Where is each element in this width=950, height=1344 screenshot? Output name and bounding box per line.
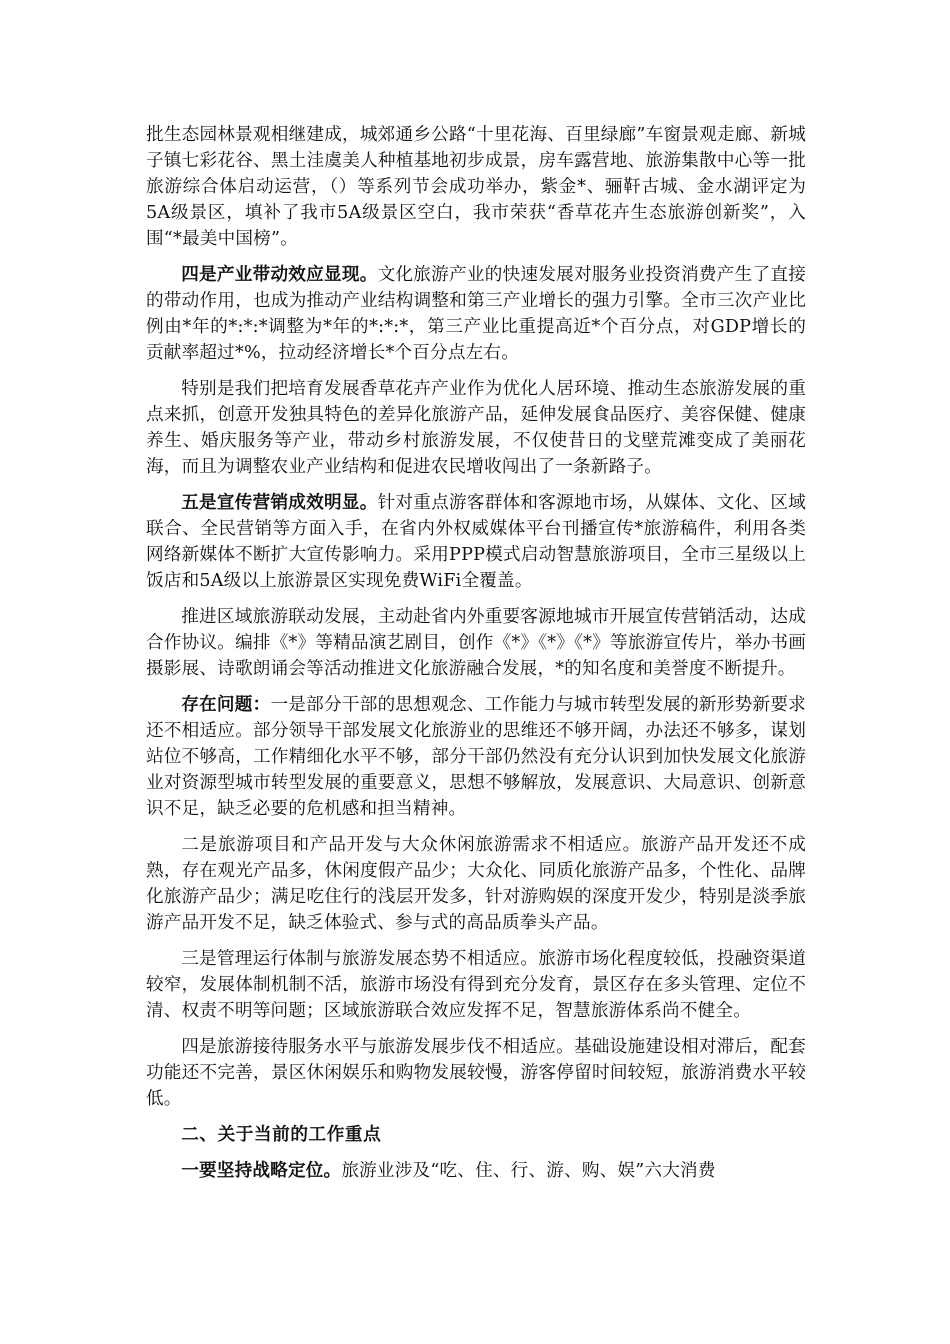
paragraph-lead: 五是宣传营销成效明显。 (181, 492, 378, 513)
paragraph-lead: 存在问题： (181, 694, 271, 715)
paragraph-text: 文化旅游产业的快速发展对服务业投资消费产生了直接的带动作用，也成为推动产业结构调整和第三产业增长的强力引擎。全市三次产业比例由*年的*:*:*调整为*年的*:*:*，第三产业比重提高近*个百分点，对GDP增长的贡献率超过*%，拉动经济增长*个百分点左右。 (146, 265, 806, 363)
paragraph-industry-driving-effect (146, 262, 806, 366)
paragraph-text: 二是旅游项目和产品开发与大众休闲旅游需求不相适应。旅游产品开发还不成熟，存在观光产品多，休闲度假产品少；大众化、同质化旅游产品多，个性化、品牌化旅游产品少；满足吃住行的浅层开发多，针对游购娱的深度开发少，特别是淡季旅游产品开发不足，缺乏体验式、参与式的高品质拳头产品。 (146, 835, 806, 933)
paragraph-text: 批生态园林景观相继建成，城郊通乡公路“十里花海、百里绿廊”车窗景观走廊、新城子镇七彩花谷、黑土洼虞美人种植基地初步成景，房车露营地、旅游集散中心等一批旅游综合体启动运营，（）等系列节会成功举办，紫金*、骊靬古城、金水湖评定为5A级景区，填补了我市5A级景区空白，我市荣获“香草花卉生态旅游创新奖”，入围“*最美中国榜”。 (146, 125, 806, 249)
paragraph-text: 四是旅游接待服务水平与旅游发展步伐不相适应。基础设施建设相对滞后，配套功能还不完善，景区休闲娱乐和购物发展较慢，游客停留时间较短，旅游消费水平较低。 (146, 1037, 806, 1109)
document-body (146, 122, 806, 1194)
paragraph-ecological-landscape (146, 122, 806, 252)
paragraph-text: 一是部分干部的思想观念、工作能力与城市转型发展的新形势新要求还不相适应。部分领导干部发展文化旅游业的思维还不够开阔，办法还不够多，谋划站位不够高，工作精细化水平不够，部分干部仍然没有充分认识到加快发展文化旅游业对资源型城市转型发展的重要意义，思想不够解放，发展意识、大局意识、创新意识不足，缺乏必要的危机感和担当精神。 (146, 695, 806, 819)
section-heading: 二、关于当前的工作重点 (181, 1124, 382, 1145)
paragraph-text: 推进区域旅游联动发展，主动赴省内外重要客源地城市开展宣传营销活动，达成合作协议。编排《*》等精品演艺剧目，创作《*》《*》《*》等旅游宣传片，举办书画摄影展、诗歌朗诵会等活动推进文化旅游融合发展，*的知名度和美誉度不断提升。 (146, 607, 806, 679)
paragraph-problem-service (146, 1034, 806, 1112)
paragraph-text: 针对重点游客群体和客源地市场，从媒体、文化、区域联合、全民营销等方面入手，在省内外权威媒体平台刊播宣传*旅游稿件，利用各类网络新媒体不断扩大宣传影响力。采用PPP模式启动智慧旅游项目，全市三星级以上饭店和5A级以上旅游景区实现免费WiFi全覆盖。 (146, 493, 806, 591)
paragraph-lead: 一要坚持战略定位。 (181, 1160, 342, 1181)
paragraph-marketing-results (146, 490, 806, 594)
paragraph-herb-flower-industry (146, 376, 806, 480)
paragraph-text: 旅游业涉及“吃、住、行、游、购、娱”六大消费 (341, 1161, 716, 1181)
paragraph-regional-linkage (146, 604, 806, 682)
paragraph-strategic-positioning (146, 1158, 806, 1184)
paragraph-text: 特别是我们把培育发展香草花卉产业作为优化人居环境、推动生态旅游发展的重点来抓，创意开发独具特色的差异化旅游产品，延伸发展食品医疗、美容保健、健康养生、婚庆服务等产业，带动乡村旅游发展，不仅使昔日的戈壁荒滩变成了美丽花海，而且为调整农业产业结构和促进农民增收闯出了一条新路子。 (146, 379, 806, 477)
paragraph-lead: 四是产业带动效应显现。 (181, 264, 378, 285)
paragraph-existing-problems (146, 692, 806, 822)
paragraph-problem-management (146, 946, 806, 1024)
paragraph-problem-products (146, 832, 806, 936)
paragraph-text: 三是管理运行体制与旅游发展态势不相适应。旅游市场化程度较低，投融资渠道较窄，发展体制机制不活，旅游市场没有得到充分发育，景区存在多头管理、定位不清、权责不明等问题；区域旅游联合效应发挥不足，智慧旅游体系尚不健全。 (146, 949, 806, 1021)
